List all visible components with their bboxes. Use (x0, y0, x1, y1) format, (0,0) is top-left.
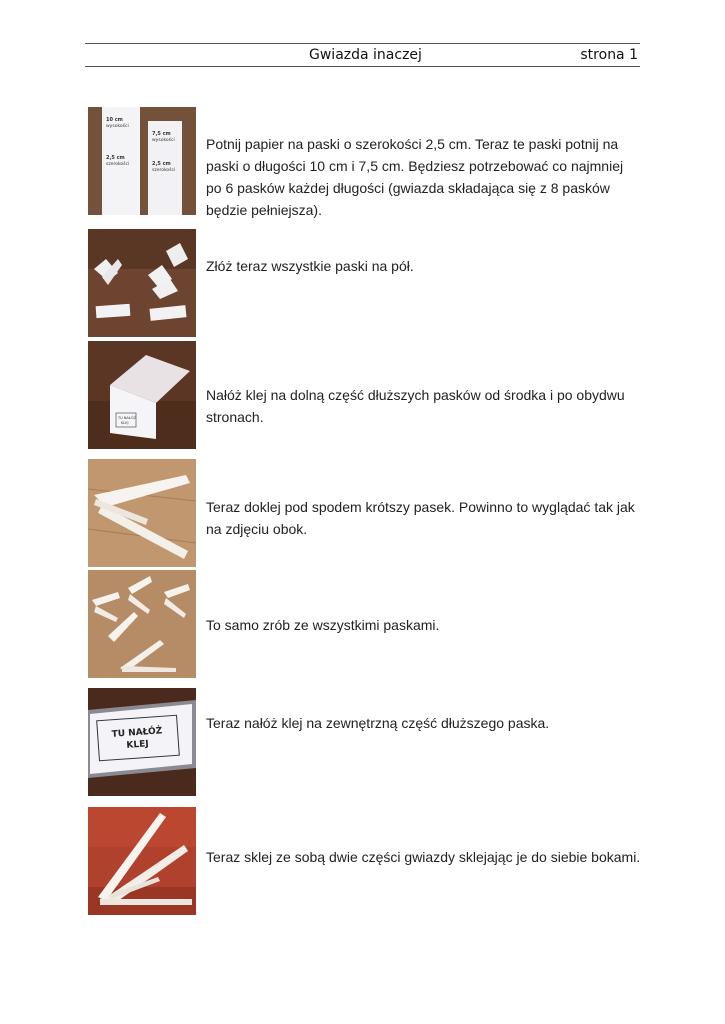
page-header (85, 43, 640, 67)
svg-text:KLEJ: KLEJ (126, 739, 150, 751)
step-1-photo (88, 107, 196, 215)
svg-text:wysokości: wysokości (152, 138, 175, 143)
step-5-text: To samo zrób ze wszystkimi paskami. (206, 617, 440, 633)
step-3-text: Nałóż klej na dolną część dłuższych pasków od środka i po obydwu stronach. (206, 387, 625, 425)
step-4-text: Teraz doklej pod spodem krótszy pasek. Powinno to wyglądać tak jak na zdjęciu obok. (206, 499, 635, 537)
svg-text:2,5 cm: 2,5 cm (106, 155, 125, 161)
step-7-text: Teraz sklej ze sobą dwie części gwiazdy sklejając je do siebie bokami. (206, 849, 641, 865)
svg-text:7,5 cm: 7,5 cm (152, 131, 171, 137)
step-2-text: Złóż teraz wszystkie paski na pół. (206, 258, 414, 274)
step-5-photo (88, 570, 196, 678)
step-1-text: Potnij papier na paski o szerokości 2,5 cm. Teraz te paski potnij na paski o długości 10 cm i 7,5 cm. Będziesz potrzebować co najmniej po 6 pasków każdej długości (gwiazda składająca się z 8 pasków będzie pełniejsza). (206, 136, 624, 218)
step-3-photo (88, 341, 196, 449)
step-7-photo (88, 807, 196, 915)
svg-text:10 cm: 10 cm (106, 117, 123, 123)
svg-text:TU NAŁÓŻ: TU NAŁÓŻ (118, 416, 136, 420)
step-4-photo (88, 459, 196, 567)
step-6-text: Teraz nałóż klej na zewnętrzną część dłuższego paska. (206, 715, 550, 731)
page-title: Gwiazda inaczej (309, 47, 422, 63)
svg-text:TU NAŁÓŻ: TU NAŁÓŻ (111, 726, 163, 740)
step-6-photo (88, 688, 196, 796)
svg-text:2,5 cm: 2,5 cm (152, 161, 171, 167)
svg-text:szerokości: szerokości (106, 162, 130, 167)
page-number: strona 1 (580, 47, 638, 63)
svg-text:wysokości: wysokości (106, 124, 129, 129)
step-2-photo (88, 229, 196, 337)
svg-text:KLEJ: KLEJ (121, 421, 129, 425)
svg-text:szerokości: szerokości (152, 168, 176, 173)
